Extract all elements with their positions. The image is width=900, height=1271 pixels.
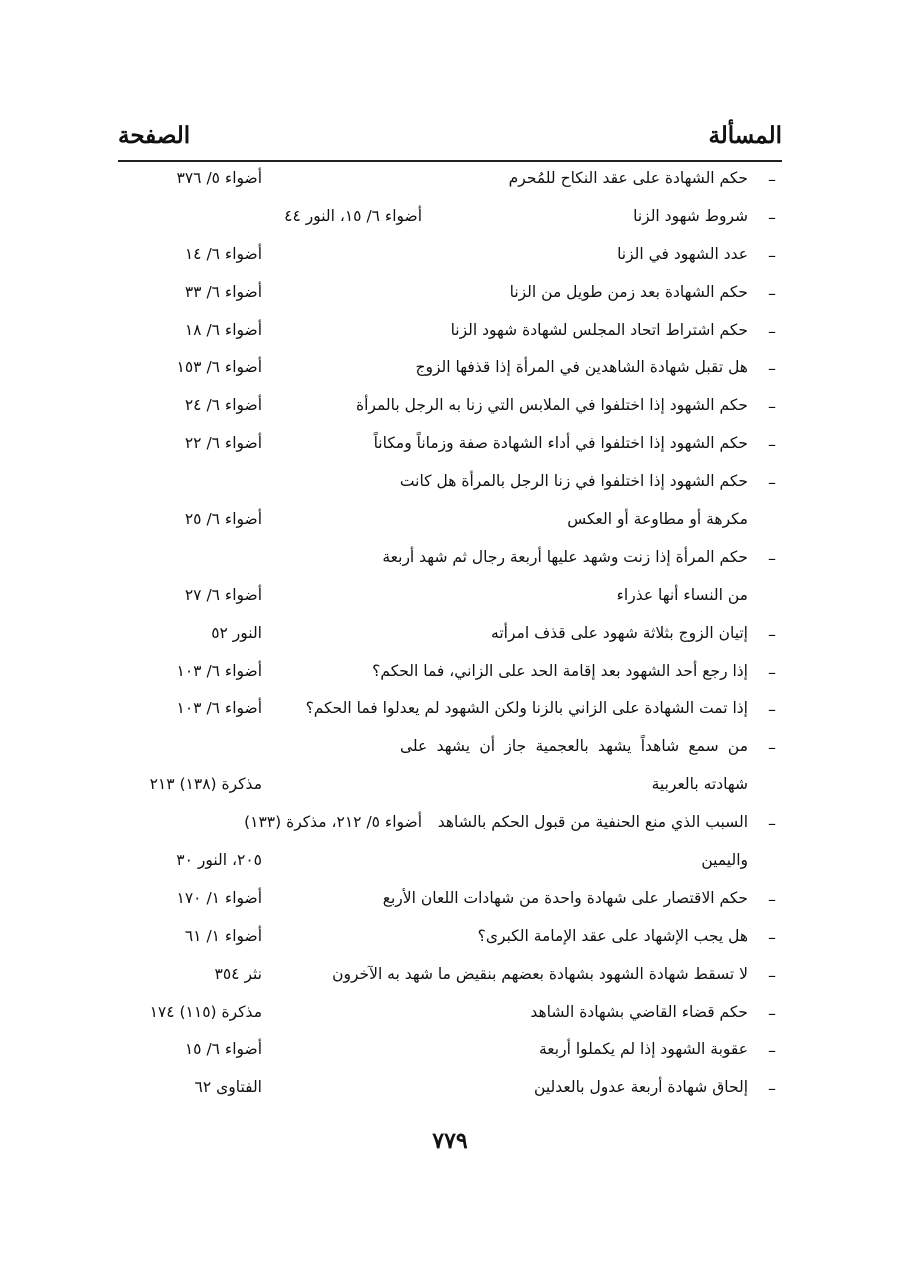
issue-text: إذا تمت الشهادة على الزاني بالزنا ولكن الشهود لم يعدلوا فما الحكم؟ [305, 699, 748, 718]
index-row [118, 1037, 782, 1075]
issue-text: عدد الشهود في الزنا [617, 244, 748, 263]
issue-text: حكم الاقتصار على شهادة واحدة من شهادات اللعان الأربع [382, 888, 748, 907]
page-reference: ٢٠٥، النور ٣٠ [176, 851, 262, 870]
bullet-dash: – [768, 1041, 776, 1061]
issue-text: هل يجب الإشهاد على عقد الإمامة الكبرى؟ [477, 926, 748, 945]
page-reference: أضواء ٦/ ٢٢ [184, 434, 262, 453]
bullet-dash: – [768, 814, 776, 834]
bullet-dash: – [768, 662, 776, 682]
index-row [118, 810, 782, 848]
page-reference: أضواء ٦/ ١٨ [184, 320, 262, 339]
index-row [118, 962, 782, 1000]
issue-text: واليمين [701, 851, 748, 870]
page-reference: أضواء ٥/ ٣٧٦ [176, 169, 262, 187]
bullet-dash: – [768, 321, 776, 341]
issue-text: حكم المرأة إذا زنت وشهد عليها أربعة رجال ثم شهد أربعة [382, 547, 748, 566]
page-reference: أضواء ٦/ ٢٥ [184, 510, 262, 529]
page-reference: أضواء ٦/ ١٥ [184, 1040, 262, 1059]
index-row [118, 772, 782, 810]
issue-text: مكرهة أو مطاوعة أو العكس [567, 510, 748, 529]
index-row [118, 469, 782, 507]
index-row [118, 204, 782, 242]
page-reference: أضواء ٥/ ٢١٢، مذكرة (١٣٣) [244, 813, 422, 832]
page-reference: النور ٥٢ [211, 623, 262, 642]
issue-text: حكم الشهادة بعد زمن طويل من الزنا [509, 282, 748, 301]
page-reference: أضواء ٦/ ١٠٣ [176, 699, 262, 718]
index-row [118, 886, 782, 924]
bullet-dash: – [768, 965, 776, 985]
issue-text: عقوبة الشهود إذا لم يكملوا أربعة [539, 1040, 748, 1059]
index-row [118, 583, 782, 621]
page-number: ٧٧٩ [432, 1128, 468, 1154]
index-row [118, 621, 782, 659]
issue-text: حكم الشهود إذا اختلفوا في الملابس التي زنا به الرجل بالمرأة [355, 396, 748, 415]
issue-text: من النساء أنها عذراء [616, 585, 748, 604]
issue-column-heading: المسألة [708, 122, 782, 149]
bullet-dash: – [768, 927, 776, 947]
bullet-dash: – [768, 624, 776, 644]
bullet-dash: – [768, 245, 776, 265]
page-reference: نثر ٣٥٤ [214, 964, 262, 983]
issue-text: حكم قضاء القاضي بشهادة الشاهد [530, 1002, 748, 1021]
issue-text: شهادته بالعربية [651, 775, 748, 794]
page-reference: أضواء ١/ ٦١ [184, 926, 262, 945]
issue-text: حكم الشهود إذا اختلفوا في أداء الشهادة صفة وزماناً ومكاناً [373, 434, 748, 453]
issue-text: إتيان الزوج بثلاثة شهود على قذف امرأته [491, 623, 748, 642]
index-row [118, 734, 782, 772]
issue-text: حكم الشهادة على عقد النكاح للمُحرم [508, 169, 748, 187]
index-list [118, 166, 782, 1113]
bullet-dash: – [768, 1079, 776, 1099]
bullet-dash: – [768, 359, 776, 379]
page-column-heading: الصفحة [118, 122, 191, 149]
page-reference: أضواء ٦/ ٣٣ [184, 282, 262, 301]
bullet-dash: – [768, 397, 776, 417]
index-row [118, 545, 782, 583]
page-reference: الفتاوى ٦٢ [194, 1078, 262, 1097]
page-reference: أضواء ٦/ ١٠٣ [176, 661, 262, 680]
page-reference: أضواء ١/ ١٧٠ [176, 888, 262, 907]
bullet-dash: – [768, 170, 776, 189]
issue-text: حكم اشتراط اتحاد المجلس لشهادة شهود الزنا [450, 320, 748, 339]
index-row [118, 1000, 782, 1038]
issue-text: من سمع شاهداً يشهد بالعجمية جاز أن يشهد على [400, 737, 748, 756]
page-reference: أضواء ٦/ ٢٧ [184, 585, 262, 604]
bullet-dash: – [768, 548, 776, 568]
page-reference: أضواء ٦/ ٢٤ [184, 396, 262, 415]
index-row [118, 355, 782, 393]
page-reference: مذكرة (١٣٨) ٢١٣ [149, 775, 262, 794]
bullet-dash: – [768, 435, 776, 455]
index-row [118, 659, 782, 697]
bullet-dash: – [768, 283, 776, 303]
bullet-dash: – [768, 738, 776, 758]
issue-text: إذا رجع أحد الشهود بعد إقامة الحد على الزاني، فما الحكم؟ [372, 661, 748, 680]
bullet-dash: – [768, 889, 776, 909]
bullet-dash: – [768, 207, 776, 227]
index-row [118, 696, 782, 734]
page-reference: مذكرة (١١٥) ١٧٤ [149, 1002, 262, 1021]
page-reference: أضواء ٦/ ١٥، النور ٤٤ [284, 206, 422, 225]
index-row [118, 431, 782, 469]
issue-text: هل تقبل شهادة الشاهدين في المرأة إذا قذفها الزوج [415, 358, 748, 377]
issue-text: لا تسقط شهادة الشهود بشهادة بعضهم بنقيض ما شهد به الآخرون [332, 964, 748, 983]
page-reference: أضواء ٦/ ١٥٣ [176, 358, 262, 377]
issue-text: السبب الذي منع الحنفية من قبول الحكم بالشاهد [437, 813, 748, 832]
index-row [118, 1075, 782, 1113]
index-row [118, 507, 782, 545]
page-reference: أضواء ٦/ ١٤ [184, 244, 262, 263]
issue-text: شروط شهود الزنا [633, 206, 748, 225]
issue-text: إلحاق شهادة أربعة عدول بالعدلين [534, 1078, 748, 1097]
index-row [118, 242, 782, 280]
index-row [118, 393, 782, 431]
issue-text: حكم الشهود إذا اختلفوا في زنا الرجل بالمرأة هل كانت [399, 472, 748, 491]
bullet-dash: – [768, 473, 776, 493]
table-header [118, 120, 782, 162]
bullet-dash: – [768, 1003, 776, 1023]
bullet-dash: – [768, 700, 776, 720]
index-row [118, 166, 782, 204]
index-row [118, 848, 782, 886]
index-row [118, 318, 782, 356]
index-row [118, 924, 782, 962]
index-row [118, 280, 782, 318]
